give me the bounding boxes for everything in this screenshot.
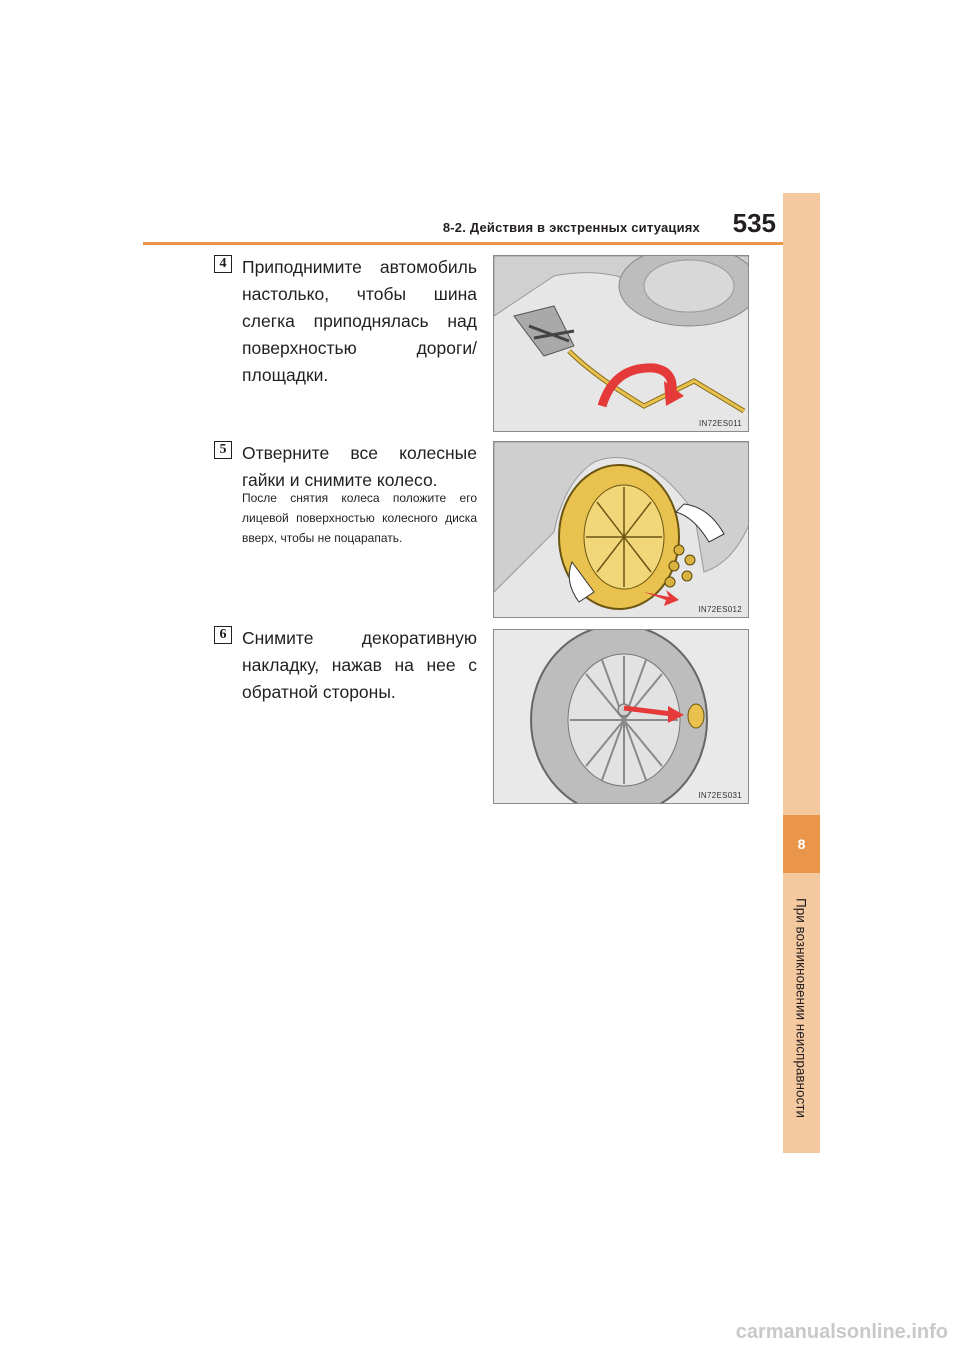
step-instruction: Снимите декоративную накладку, нажав на нее с обратной стороны. xyxy=(242,628,477,702)
figure-wheel-removal xyxy=(493,441,749,618)
header-rule xyxy=(143,242,820,245)
figure-jack-lifting xyxy=(493,255,749,432)
step-instruction: Приподнимите автомобиль настолько, чтобы шина слегка приподнялась над поверхностью дороги/площадки. xyxy=(242,257,477,385)
watermark: carmanualsonline.info xyxy=(735,1321,948,1343)
step-number-badge: 4 xyxy=(214,255,232,273)
hubcap-illustration xyxy=(494,630,749,804)
figure-code: IN72ES011 xyxy=(698,419,742,428)
step-instruction: Отверните все колесные гайки и снимите колесо. xyxy=(242,443,477,490)
figure-hubcap-removal xyxy=(493,629,749,804)
jack-illustration xyxy=(494,256,749,432)
figure-code: IN72ES031 xyxy=(698,791,742,800)
figure-code: IN72ES012 xyxy=(698,605,742,614)
page-number: 535 xyxy=(732,208,776,238)
step-number-badge: 5 xyxy=(214,441,232,459)
step-note: После снятия колеса положите его лицевой поверхностью колесного диска вверх, чтобы не поцарапать. xyxy=(242,491,477,545)
step-number-badge: 6 xyxy=(214,626,232,644)
chapter-number-tab: 8 xyxy=(783,815,820,873)
wheel-removal-illustration xyxy=(494,442,749,618)
section-title: 8-2. Действия в экстренных ситуациях xyxy=(442,220,700,235)
chapter-title-vertical: При возникновении неисправности xyxy=(793,898,809,1118)
